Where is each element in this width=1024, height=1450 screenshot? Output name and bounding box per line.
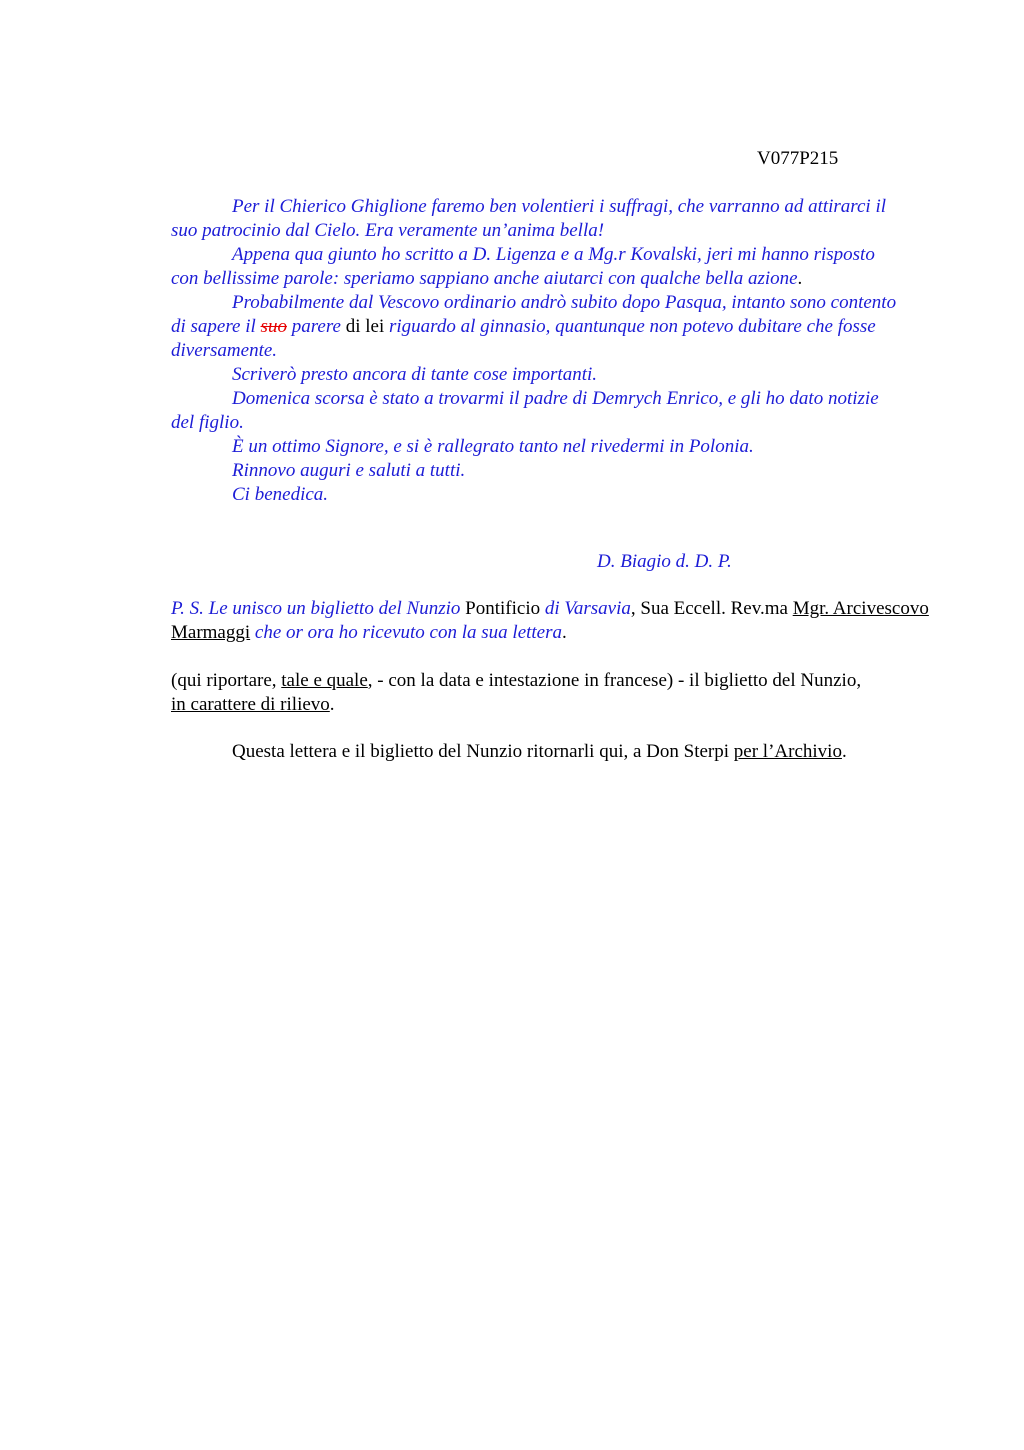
paragraph-demrych: Domenica scorsa è stato a trovarmi il padre di Demrych Enrico, e gli ho dato notizie del figlio. [171, 388, 879, 433]
postscript-underlined-name: Mgr. Arcivescovo Marmaggi [171, 598, 929, 643]
postscript-text-a: P. S. Le unisco un biglietto del Nunzio [171, 598, 461, 619]
postscript-text-h: . [562, 622, 567, 643]
note-text-c: , - con la data e intestazione in francese) - il biglietto del Nunzio, [367, 670, 862, 691]
paragraph-scrivero: Scriverò presto ancora di tante cose importanti. [232, 364, 597, 385]
paragraph-vescovo-text-d: riguardo al ginnasio, quantunque non potevo dubitare che fosse diversamente. [171, 316, 876, 361]
paragraph-ligenza-text: Appena qua giunto ho scritto a D. Ligenza e a Mg.r Kovalski, jeri mi hanno risposto con bellissime parole: speriamo sappiano anche aiutarci con qualche bella azione [171, 244, 875, 289]
signature: D. Biagio d. D. P. [597, 551, 732, 572]
postscript-text-c: di Varsavia [544, 598, 631, 619]
postscript-text-g: che or ora ho ricevuto con la sua lettera [254, 622, 563, 643]
paragraph-benedica: Ci benedica. [232, 484, 329, 505]
document-code: V077P215 [757, 148, 839, 169]
note-text-e: . [329, 694, 335, 715]
note-underlined-a: tale e quale [281, 670, 368, 691]
final-text-c: . [841, 741, 847, 762]
paragraph-vescovo [171, 291, 906, 363]
paragraph-ligenza-period: . [797, 268, 803, 289]
note-text-a: (qui riportare, [171, 670, 282, 691]
paragraph-suffragi: Per il Chierico Ghiglione faremo ben volentieri i suffragi, che varranno ad attirarci il suo patrocinio dal Cielo. Era veramente un’anima bella! [171, 196, 887, 241]
paragraph-vescovo-text-b: parere [286, 316, 341, 337]
paragraph-signore: È un ottimo Signore, e si è rallegrato tanto nel rivedermi in Polonia. [232, 436, 754, 457]
postscript [171, 597, 931, 645]
note-underlined-b: in carattere di rilievo [171, 694, 330, 715]
archive-instruction [232, 740, 847, 764]
final-text-a: Questa lettera e il biglietto del Nunzio ritornarli qui, a Don Sterpi [232, 741, 734, 762]
struck-word: suo [260, 316, 287, 337]
letter-body [171, 195, 906, 507]
paragraph-auguri: Rinnovo auguri e saluti a tutti. [232, 460, 466, 481]
postscript-text-d: , Sua Eccell. Rev.ma [630, 598, 793, 619]
postscript-text-b: Pontificio [460, 598, 545, 619]
paragraph-vescovo-text-a: Probabilmente dal Vescovo ordinario andrò subito dopo Pasqua, intanto sono contento di sapere il [171, 292, 897, 337]
final-underlined: per l’Archivio [733, 741, 842, 762]
paragraph-vescovo-text-c: di lei [340, 316, 389, 337]
paragraph-ligenza [171, 243, 906, 291]
editorial-note [171, 669, 931, 717]
